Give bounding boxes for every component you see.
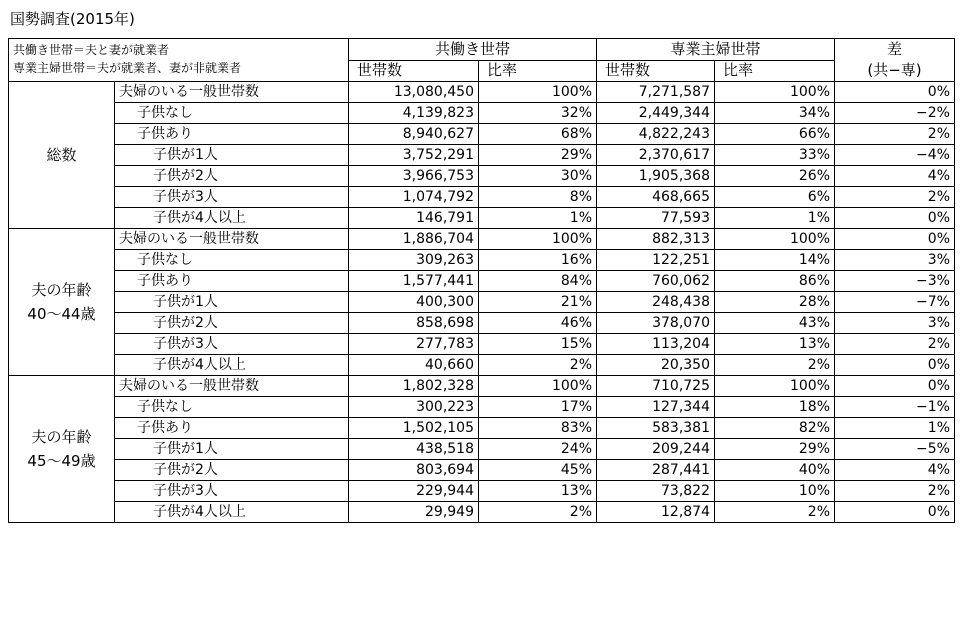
category-cell: 子供が4人以上 (115, 502, 349, 523)
group-label-line: 夫の年齢 (31, 428, 92, 446)
dual-ratio-cell: 2% (479, 502, 597, 523)
category-cell: 夫婦のいる一般世帯数 (115, 376, 349, 397)
table-row (9, 460, 955, 481)
dual-ratio-cell: 100% (479, 82, 597, 103)
dual-households-cell: 29,949 (349, 502, 479, 523)
category-cell: 子供あり (115, 124, 349, 145)
diff-cell: −4% (835, 145, 955, 166)
dual-households-cell: 400,300 (349, 292, 479, 313)
dual-households-cell: 858,698 (349, 313, 479, 334)
table-row (9, 313, 955, 334)
census-table (8, 38, 955, 523)
group-label (9, 82, 115, 229)
category-cell: 子供が3人 (115, 187, 349, 208)
dual-households-cell: 803,694 (349, 460, 479, 481)
dual-households-cell: 277,783 (349, 334, 479, 355)
table-row (9, 502, 955, 523)
dual-households-cell: 8,940,627 (349, 124, 479, 145)
single-ratio-cell: 2% (715, 355, 835, 376)
single-ratio-cell: 29% (715, 439, 835, 460)
single-ratio-cell: 82% (715, 418, 835, 439)
dual-ratio-cell: 30% (479, 166, 597, 187)
legend-line-dual: 共働き世帯＝夫と妻が就業者 (13, 43, 170, 57)
single-ratio-cell: 26% (715, 166, 835, 187)
diff-cell: −3% (835, 271, 955, 292)
table-row (9, 166, 955, 187)
category-cell: 子供が2人 (115, 166, 349, 187)
table-row (9, 418, 955, 439)
category-cell: 子供が1人 (115, 145, 349, 166)
table-row (9, 103, 955, 124)
dual-ratio-cell: 21% (479, 292, 597, 313)
single-ratio-cell: 86% (715, 271, 835, 292)
category-cell: 子供が4人以上 (115, 355, 349, 376)
single-households-cell: 248,438 (597, 292, 715, 313)
diff-cell: −7% (835, 292, 955, 313)
single-ratio-cell: 100% (715, 376, 835, 397)
table-row (9, 229, 955, 250)
col-header-single-households: 世帯数 (597, 60, 715, 82)
single-households-cell: 209,244 (597, 439, 715, 460)
category-cell: 子供が3人 (115, 334, 349, 355)
table-row (9, 250, 955, 271)
single-ratio-cell: 14% (715, 250, 835, 271)
dual-households-cell: 300,223 (349, 397, 479, 418)
single-households-cell: 127,344 (597, 397, 715, 418)
single-households-cell: 710,725 (597, 376, 715, 397)
single-ratio-cell: 28% (715, 292, 835, 313)
dual-households-cell: 4,139,823 (349, 103, 479, 124)
single-households-cell: 378,070 (597, 313, 715, 334)
table-row (9, 208, 955, 229)
dual-ratio-cell: 24% (479, 439, 597, 460)
col-header-dual-ratio: 比率 (479, 60, 597, 82)
dual-ratio-cell: 100% (479, 376, 597, 397)
diff-cell: −1% (835, 397, 955, 418)
group-header-dual: 共働き世帯 (349, 39, 597, 61)
single-ratio-cell: 13% (715, 334, 835, 355)
diff-cell: 3% (835, 313, 955, 334)
table-row (9, 334, 955, 355)
category-cell: 子供が3人 (115, 481, 349, 502)
single-households-cell: 287,441 (597, 460, 715, 481)
dual-ratio-cell: 2% (479, 355, 597, 376)
single-ratio-cell: 18% (715, 397, 835, 418)
diff-cell: −2% (835, 103, 955, 124)
single-ratio-cell: 6% (715, 187, 835, 208)
dual-households-cell: 309,263 (349, 250, 479, 271)
dual-ratio-cell: 100% (479, 229, 597, 250)
single-ratio-cell: 40% (715, 460, 835, 481)
dual-households-cell: 146,791 (349, 208, 479, 229)
group-label (9, 376, 115, 523)
dual-ratio-cell: 13% (479, 481, 597, 502)
single-households-cell: 12,874 (597, 502, 715, 523)
dual-ratio-cell: 16% (479, 250, 597, 271)
table-row (9, 439, 955, 460)
category-cell: 子供あり (115, 271, 349, 292)
table-row (9, 481, 955, 502)
single-households-cell: 2,449,344 (597, 103, 715, 124)
single-ratio-cell: 10% (715, 481, 835, 502)
single-households-cell: 113,204 (597, 334, 715, 355)
table-row (9, 82, 955, 103)
dual-ratio-cell: 17% (479, 397, 597, 418)
category-cell: 夫婦のいる一般世帯数 (115, 82, 349, 103)
header-row-1 (9, 39, 955, 61)
diff-header-line1: 差 (886, 40, 902, 58)
diff-cell: 0% (835, 502, 955, 523)
diff-header-line2: (共−専) (867, 61, 922, 79)
diff-cell: 2% (835, 334, 955, 355)
single-households-cell: 583,381 (597, 418, 715, 439)
table-row (9, 187, 955, 208)
dual-households-cell: 1,074,792 (349, 187, 479, 208)
group-label-line: 45〜49歳 (27, 452, 96, 470)
dual-households-cell: 40,660 (349, 355, 479, 376)
diff-cell: 2% (835, 187, 955, 208)
diff-cell: 4% (835, 460, 955, 481)
group-label-line: 夫の年齢 (31, 281, 92, 299)
diff-cell: 0% (835, 376, 955, 397)
category-cell: 子供が4人以上 (115, 208, 349, 229)
diff-cell: 0% (835, 229, 955, 250)
dual-households-cell: 13,080,450 (349, 82, 479, 103)
single-households-cell: 77,593 (597, 208, 715, 229)
diff-cell: 0% (835, 208, 955, 229)
table-row (9, 124, 955, 145)
category-cell: 子供なし (115, 397, 349, 418)
dual-ratio-cell: 68% (479, 124, 597, 145)
table-body (9, 82, 955, 523)
table-row (9, 145, 955, 166)
col-header-single-ratio: 比率 (715, 60, 835, 82)
dual-ratio-cell: 29% (479, 145, 597, 166)
legend-cell (9, 39, 349, 82)
single-ratio-cell: 43% (715, 313, 835, 334)
dual-households-cell: 1,802,328 (349, 376, 479, 397)
diff-cell: 2% (835, 481, 955, 502)
table-row (9, 376, 955, 397)
dual-households-cell: 3,966,753 (349, 166, 479, 187)
diff-cell: −5% (835, 439, 955, 460)
diff-cell: 2% (835, 124, 955, 145)
dual-ratio-cell: 46% (479, 313, 597, 334)
single-ratio-cell: 100% (715, 82, 835, 103)
single-ratio-cell: 1% (715, 208, 835, 229)
single-households-cell: 760,062 (597, 271, 715, 292)
dual-ratio-cell: 83% (479, 418, 597, 439)
group-label-line: 40〜44歳 (27, 305, 96, 323)
page-title: 国勢調査(2015年) (10, 10, 135, 28)
category-cell: 子供が1人 (115, 439, 349, 460)
diff-cell: 3% (835, 250, 955, 271)
single-households-cell: 1,905,368 (597, 166, 715, 187)
diff-cell: 0% (835, 355, 955, 376)
dual-households-cell: 1,502,105 (349, 418, 479, 439)
single-households-cell: 7,271,587 (597, 82, 715, 103)
table-row (9, 397, 955, 418)
group-label (9, 229, 115, 376)
table-row (9, 355, 955, 376)
single-households-cell: 4,822,243 (597, 124, 715, 145)
single-households-cell: 2,370,617 (597, 145, 715, 166)
dual-households-cell: 229,944 (349, 481, 479, 502)
single-ratio-cell: 66% (715, 124, 835, 145)
category-cell: 子供が1人 (115, 292, 349, 313)
table-row (9, 271, 955, 292)
dual-ratio-cell: 15% (479, 334, 597, 355)
diff-cell: 1% (835, 418, 955, 439)
dual-ratio-cell: 1% (479, 208, 597, 229)
category-cell: 子供が2人 (115, 313, 349, 334)
group-label-line: 総数 (46, 146, 77, 164)
dual-ratio-cell: 45% (479, 460, 597, 481)
legend-line-single: 専業主婦世帯＝夫が就業者、妻が非就業者 (13, 61, 242, 75)
single-households-cell: 20,350 (597, 355, 715, 376)
diff-cell: 0% (835, 82, 955, 103)
dual-households-cell: 3,752,291 (349, 145, 479, 166)
single-households-cell: 122,251 (597, 250, 715, 271)
dual-ratio-cell: 84% (479, 271, 597, 292)
single-ratio-cell: 33% (715, 145, 835, 166)
single-households-cell: 73,822 (597, 481, 715, 502)
diff-header (835, 39, 955, 82)
category-cell: 子供あり (115, 418, 349, 439)
diff-cell: 4% (835, 166, 955, 187)
dual-households-cell: 1,886,704 (349, 229, 479, 250)
dual-ratio-cell: 8% (479, 187, 597, 208)
single-ratio-cell: 100% (715, 229, 835, 250)
category-cell: 子供なし (115, 250, 349, 271)
single-households-cell: 882,313 (597, 229, 715, 250)
dual-ratio-cell: 32% (479, 103, 597, 124)
group-header-single: 専業主婦世帯 (597, 39, 835, 61)
col-header-dual-households: 世帯数 (349, 60, 479, 82)
category-cell: 夫婦のいる一般世帯数 (115, 229, 349, 250)
single-households-cell: 468,665 (597, 187, 715, 208)
single-ratio-cell: 2% (715, 502, 835, 523)
category-cell: 子供なし (115, 103, 349, 124)
category-cell: 子供が2人 (115, 460, 349, 481)
table-row (9, 292, 955, 313)
single-ratio-cell: 34% (715, 103, 835, 124)
dual-households-cell: 1,577,441 (349, 271, 479, 292)
dual-households-cell: 438,518 (349, 439, 479, 460)
